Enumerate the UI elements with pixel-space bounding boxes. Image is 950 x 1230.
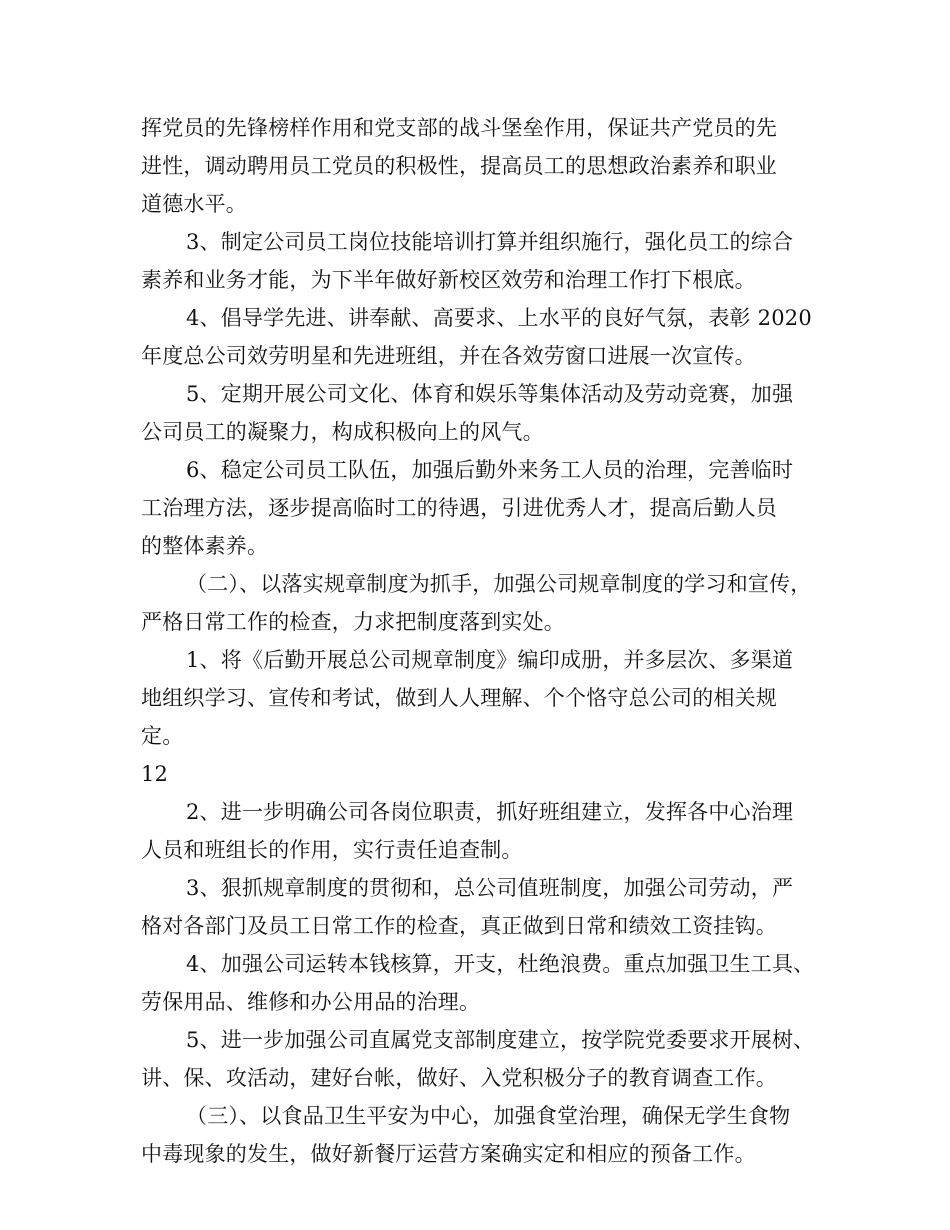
paragraph-line: 道德水平。 [141,192,247,216]
paragraph-line: 2、进一步明确公司各岗位职责，抓好班组建立，发挥各中心治理 [186,800,794,824]
paragraph-line: 4、加强公司运转本钱核算，开支，杜绝浪费。重点加强卫生工具、 [186,952,815,976]
paragraph-line: 人员和班组长的作用，实行责任追查制。 [141,838,523,862]
paragraph-line: 公司员工的凝聚力，构成积极向上的风气。 [141,420,544,444]
paragraph-line: 年度总公司效劳明星和先进班组，并在各效劳窗口进展一次宣传。 [141,344,756,368]
paragraph-line: 讲、保、攻活动，建好台帐，做好、入党积极分子的教育调查工作。 [141,1066,777,1090]
paragraph-line: 5、定期开展公司文化、体育和娱乐等集体活动及劳动竞赛，加强 [186,382,794,406]
paragraph-line: 挥党员的先锋榜样作用和党支部的战斗堡垒作用，保证共产党员的先 [141,116,777,140]
paragraph-line: 5、进一步加强公司直属党支部制度建立，按学院党委要求开展树、 [186,1028,815,1052]
paragraph-line: 中毒现象的发生，做好新餐厅运营方案确实定和相应的预备工作。 [141,1142,756,1166]
paragraph-line: 地组织学习、宣传和考试，做到人人理解、个个恪守总公司的相关规 [141,686,777,710]
section-heading-line: （三）、以食品卫生平安为中心，加强食堂治理，确保无学生食物 [186,1104,791,1128]
paragraph-line: 定。 [141,724,184,748]
paragraph-line: 1、将《后勤开展总公司规章制度》编印成册，并多层次、多渠道 [186,648,794,672]
paragraph-line: 素养和业务才能，为下半年做好新校区效劳和治理工作打下根底。 [141,268,756,292]
paragraph-line: 劳保用品、维修和办公用品的治理。 [141,990,481,1014]
paragraph-line: 严格日常工作的检查，力求把制度落到实处。 [141,610,565,634]
paragraph-line: 3、狠抓规章制度的贯彻和，总公司值班制度，加强公司劳动，严 [186,876,794,900]
paragraph-line: 格对各部门及员工日常工作的检查，真正做到日常和绩效工资挂钩。 [141,914,777,938]
section-heading-line: （二）、以落实规章制度为抓手，加强公司规章制度的学习和宣传， [186,572,812,596]
paragraph-line: 4、倡导学先进、讲奉献、高要求、上水平的良好气氛，表彰 2020 [186,306,812,330]
paragraph-line: 6、稳定公司员工队伍，加强后勤外来务工人员的治理，完善临时 [186,458,794,482]
page-number: 12 [141,762,169,786]
paragraph-line: 进性，调动聘用员工党员的积极性，提高员工的思想政治素养和职业 [141,154,777,178]
paragraph-line: 3、制定公司员工岗位技能培训打算并组织施行，强化员工的综合 [186,230,794,254]
paragraph-line: 工治理方法，逐步提高临时工的待遇，引进优秀人才，提高后勤人员 [141,496,777,520]
paragraph-line: 的整体素养。 [141,534,269,558]
